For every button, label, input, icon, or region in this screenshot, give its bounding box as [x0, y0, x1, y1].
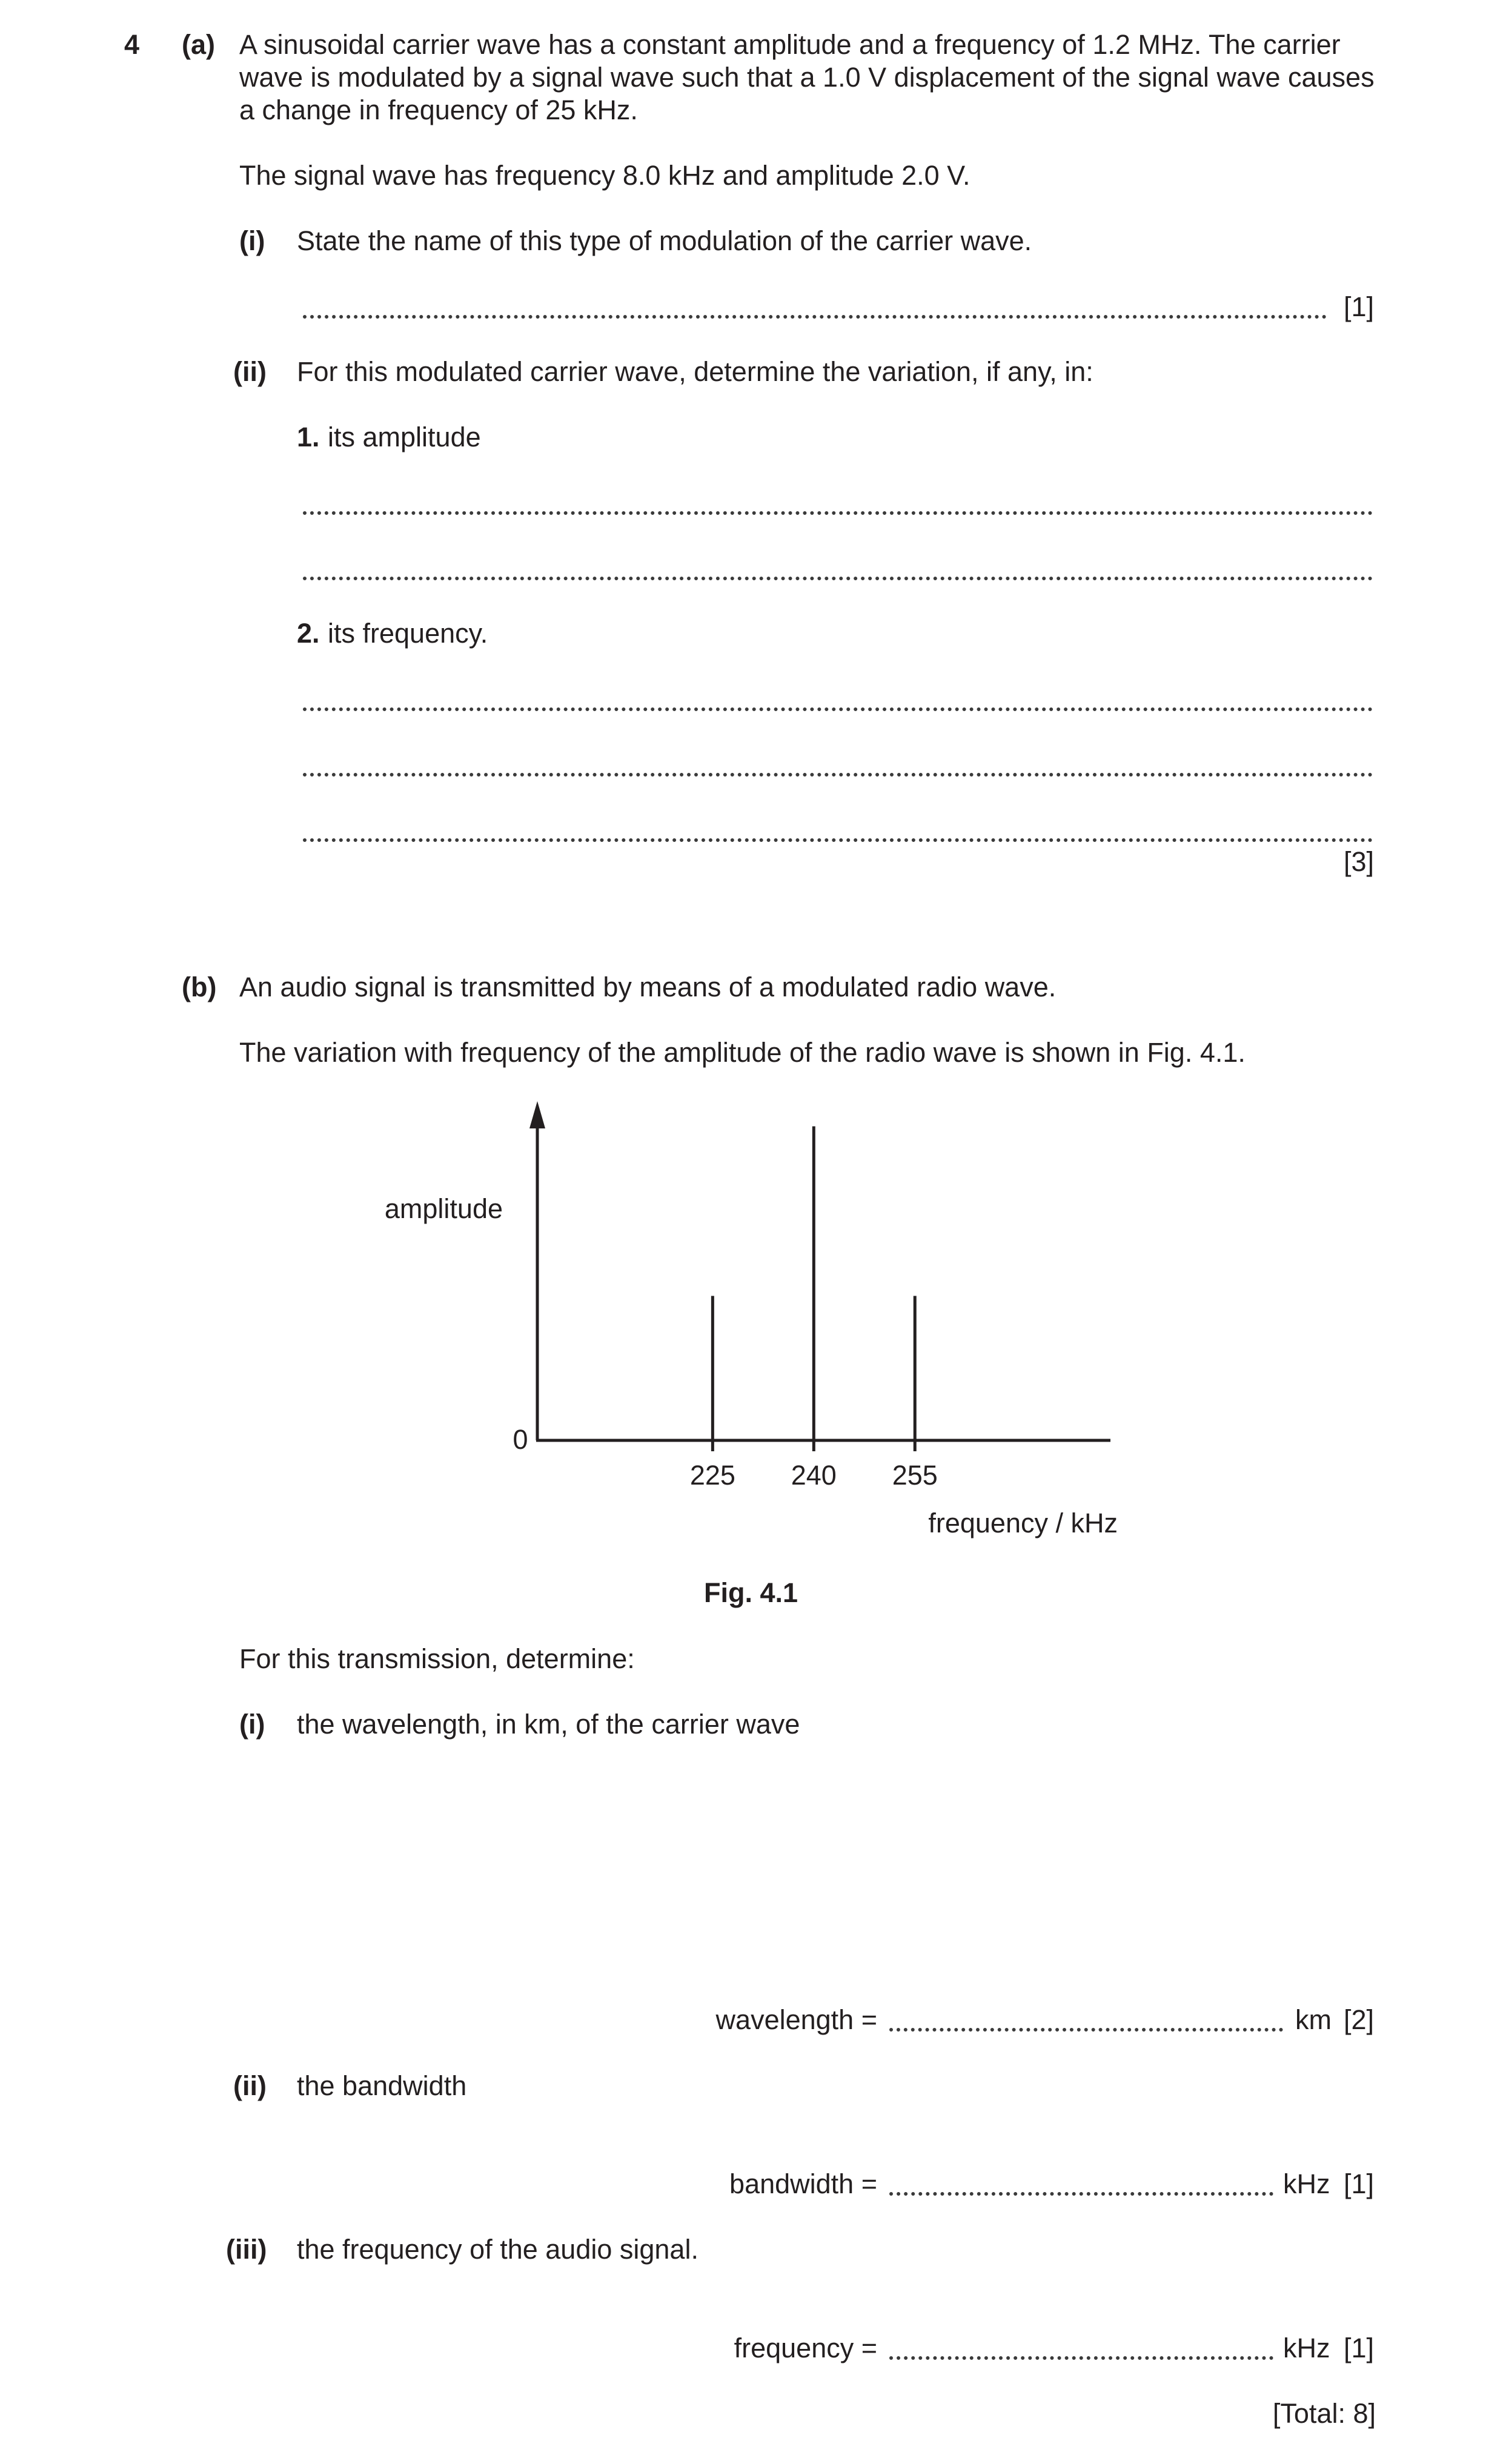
- frequency-answer-field[interactable]: [889, 2356, 1273, 2360]
- part-a-i-label: (i): [239, 225, 265, 256]
- bandwidth-label: bandwidth =: [729, 2168, 877, 2199]
- marks-a-ii: [3]: [1344, 846, 1375, 877]
- determine-prompt: For this transmission, determine:: [239, 1643, 635, 1674]
- x-tick-label-240: 240: [791, 1460, 837, 1491]
- total-marks: [Total: 8]: [1272, 2398, 1376, 2429]
- wavelength-answer-field[interactable]: [889, 2028, 1283, 2032]
- signal-info: The signal wave has frequency 8.0 kHz and amplitude 2.0 V.: [239, 160, 970, 191]
- frequency-label: frequency =: [734, 2333, 877, 2363]
- bandwidth-unit: kHz: [1283, 2168, 1330, 2199]
- part-b-label: (b): [182, 972, 217, 1002]
- y-axis-arrowhead: [529, 1101, 545, 1128]
- frequency-unit: kHz: [1283, 2333, 1330, 2363]
- part-b-ii-question: the bandwidth: [297, 2070, 467, 2101]
- part-a-ii-question: For this modulated carrier wave, determine the variation, if any, in:: [297, 356, 1093, 387]
- marks-b-iii: [1]: [1344, 2333, 1375, 2363]
- bandwidth-answer-field[interactable]: [889, 2192, 1273, 2196]
- part-a-intro-line-1: A sinusoidal carrier wave has a constant amplitude and a frequency of 1.2 MHz. The carrier: [239, 29, 1341, 60]
- y-axis-label: amplitude: [384, 1193, 503, 1224]
- part-b-i-question: the wavelength, in km, of the carrier wave: [297, 1709, 800, 1740]
- part-b-iii-label: (iii): [226, 2234, 267, 2265]
- item-2-text: its frequency.: [328, 618, 488, 649]
- x-tick-label-255: 255: [892, 1460, 938, 1491]
- figure-caption: Fig. 4.1: [704, 1577, 798, 1608]
- part-a-intro-line-3: a change in frequency of 25 kHz.: [239, 94, 638, 125]
- wavelength-label: wavelength =: [715, 2004, 877, 2035]
- question-number: 4: [124, 29, 140, 60]
- item-2-number: 2.: [297, 618, 320, 649]
- marks-a-i: [1]: [1344, 291, 1375, 322]
- marks-b-ii: [1]: [1344, 2168, 1375, 2199]
- item-1-text: its amplitude: [328, 422, 481, 452]
- part-a-label: (a): [182, 29, 215, 60]
- marks-b-i: [2]: [1344, 2004, 1375, 2035]
- wavelength-unit: km: [1295, 2004, 1332, 2035]
- item-1-number: 1.: [297, 422, 320, 452]
- y-tick-label-0: 0: [513, 1424, 528, 1455]
- part-b-iii-question: the frequency of the audio signal.: [297, 2234, 698, 2265]
- part-b-ii-label: (ii): [233, 2070, 267, 2101]
- part-a-ii-label: (ii): [233, 356, 267, 387]
- x-axis-label: frequency / kHz: [928, 1508, 1118, 1538]
- part-b-intro: An audio signal is transmitted by means of a modulated radio wave.: [239, 972, 1057, 1002]
- x-tick-label-225: 225: [689, 1460, 735, 1491]
- part-a-i-question: State the name of this type of modulation of the carrier wave.: [297, 225, 1032, 256]
- part-a-intro-line-2: wave is modulated by a signal wave such that a 1.0 V displacement of the signal wave causes: [239, 62, 1375, 93]
- part-b-i-label: (i): [239, 1709, 265, 1740]
- figure-reference: The variation with frequency of the amplitude of the radio wave is shown in Fig. 4.1.: [239, 1037, 1246, 1068]
